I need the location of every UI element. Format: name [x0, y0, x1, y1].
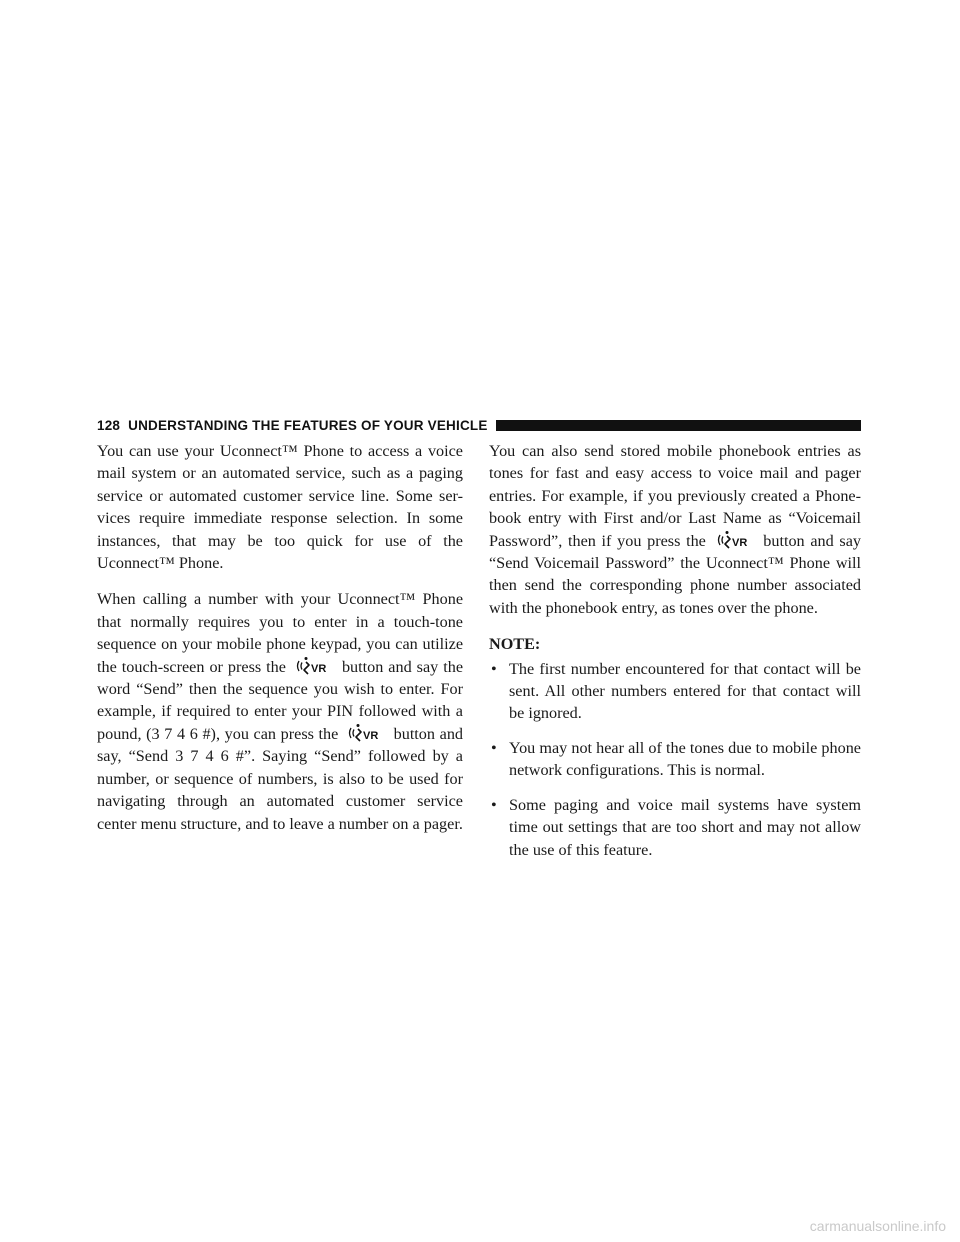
- svg-text:VR: VR: [362, 729, 379, 742]
- page-number: 128: [97, 417, 121, 433]
- note-label: NOTE:: [489, 635, 541, 654]
- paragraph-text: You can also send stored mobile phonebook entries as tones for fast and easy access to voice mail and pager entries. For example, if you previously created a Phone- book entry with First and/or Last Name as “Voicemail Password”, then if you press the: [489, 442, 861, 550]
- bullet-text: You may not hear all of the tones due to mobile phone network configurations. This is normal.: [509, 738, 861, 780]
- header-rule: [496, 420, 861, 431]
- note-bullet-item: [489, 658, 861, 725]
- voice-recognition-icon: [295, 656, 333, 676]
- voice-recognition-icon: [716, 530, 754, 550]
- bullet-icon: •: [491, 795, 497, 814]
- paragraph-phonebook-tones: [489, 440, 861, 619]
- note-bullet-item: [489, 794, 861, 861]
- page-header: [97, 414, 861, 436]
- svg-text:VR: VR: [731, 536, 747, 549]
- paragraph-text: button and say the word “Send” then the sequence you wish to enter. For example, if required to enter your PIN followed with a pound, (3 7 4 6 #), you can press the: [97, 657, 464, 743]
- svg-text:VR: VR: [310, 662, 327, 675]
- bullet-icon: •: [491, 659, 497, 678]
- bullet-icon: •: [491, 738, 497, 757]
- left-column: [97, 440, 463, 849]
- bullet-text: Some paging and voice mail systems have system time out settings that are too short and may not allow the use of this feature.: [509, 795, 861, 859]
- paragraph-text: When calling a number with your Uconnect™ Phone that normally requires you to enter in a touch-tone sequence on your mobile phone keypad, you can utilize the touch-screen or press the: [97, 590, 463, 676]
- bullet-text: The first number encountered for that contact will be sent. All other numbers entered for that contact will be ignored.: [509, 659, 861, 723]
- paragraph-text: button and say “Send Voicemail Password” the Uconnect™ Phone will then send the corresponding phone number associated with the phonebook entry, as tones over the phone.: [489, 531, 862, 617]
- site-watermark: carmanualsonline.info: [809, 1218, 946, 1234]
- paragraph-text: button and say, “Send 3 7 4 6 #”. Saying “Send” followed by a number, or sequence of numbers, is also to be used for navigating through an automated customer service center menu structure, and to leave a number on a pager.: [97, 724, 464, 833]
- right-column: [489, 440, 861, 873]
- section-title: UNDERSTANDING THE FEATURES OF YOUR VEHICLE: [128, 417, 488, 433]
- paragraph-voicemail-access: You can use your Uconnect™ Phone to access a voice mail system or an automated service, such as a paging service or automated customer service line. Some ser- vices require immediate response selection. In some instances, that may be too quick for use of the Uconnect™ Phone.: [97, 442, 463, 573]
- note-bullet-item: [489, 737, 861, 782]
- voice-recognition-icon: [347, 723, 385, 743]
- paragraph-touch-tone: [97, 588, 463, 834]
